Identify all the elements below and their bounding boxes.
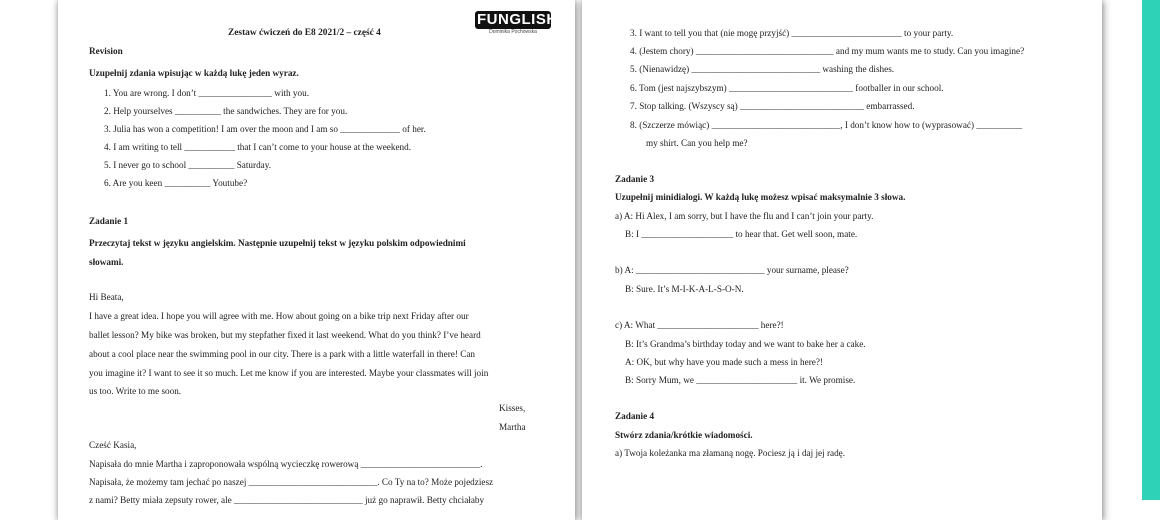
letter-line: about a cool place near the swimming pool in our city. There is a park with a little waterfall in there! Can xyxy=(89,349,476,359)
exercise-item-cont: my shirt. Can you help me? xyxy=(646,138,748,148)
task4-instruction: Stwórz zdania/krótkie wiadomości. xyxy=(615,430,753,440)
letter-closing: Kisses, xyxy=(499,403,526,413)
revision-item: 4. I am writing to tell ___________ that I can’t come to your house at the weekend. xyxy=(104,142,412,152)
task1-heading: Zadanie 1 xyxy=(89,216,129,226)
funglish-logo xyxy=(475,11,558,35)
letter-signature: Martha xyxy=(499,422,526,432)
worksheet-page-right xyxy=(582,0,1102,520)
revision-heading: Revision xyxy=(89,46,123,56)
task1-instruction: Przeczytaj tekst w języku angielskim. Następnie uzupełnij tekst w języku polskim odpowiednimi xyxy=(89,238,466,248)
dialogue-line: a) A: Hi Alex, I am sorry, but I have the flu and I can’t join your party. xyxy=(615,211,874,221)
revision-item: 3. Julia has won a competition! I am over the moon and I am so _____________ of her. xyxy=(104,124,426,134)
background-accent-stripe xyxy=(1142,0,1160,500)
revision-instruction: Uzupełnij zdania wpisując w każdą lukę jeden wyraz. xyxy=(89,68,299,78)
revision-item: 2. Help yourselves __________ the sandwiches. They are for you. xyxy=(104,106,348,116)
dialogue-line: B: Sorry Mum, we ______________________ it. We promise. xyxy=(625,375,856,385)
task4-item: a) Twoja koleżanka ma złamaną nogę. Pociesz ją i daj jej radę. xyxy=(615,448,846,458)
logo-text: FUNGLISH xyxy=(477,11,558,28)
task3-heading: Zadanie 3 xyxy=(615,174,655,184)
background-left xyxy=(0,0,18,500)
background-right-white xyxy=(1102,0,1142,500)
exercise-item: 7. Stop talking. (Wszyscy są) ___________________________ embarrassed. xyxy=(630,101,915,111)
task4-heading: Zadanie 4 xyxy=(615,411,655,421)
revision-item: 1. You are wrong. I don’t ________________ with you. xyxy=(104,88,310,98)
revision-item: 5. I never go to school __________ Saturday. xyxy=(104,160,272,170)
revision-item: 6. Are you keen __________ Youtube? xyxy=(104,178,248,188)
polish-line: Napisała, że możemy tam jechać po naszej ____________________________. Co Ty na to? Może pojedziesz xyxy=(89,477,494,487)
exercise-item: 4. (Jestem chory) ______________________________ and my mum wants me to study. Can you imagine? xyxy=(630,46,1025,56)
task3-instruction: Uzupełnij minidialogi. W każdą lukę możesz wpisać maksymalnie 3 słowa. xyxy=(615,192,906,202)
letter-greeting: Hi Beata, xyxy=(89,292,124,302)
polish-line: Napisała do mnie Martha i zaproponowała wspólną wycieczkę rowerową __________________________. xyxy=(89,459,483,469)
polish-line: z nami? Betty miała zepsuty rower, ale ____________________________ już go naprawił. Betty chciałaby xyxy=(89,495,485,505)
logo-subtext: Dominika Pochowska xyxy=(489,29,537,35)
polish-greeting: Cześć Kasia, xyxy=(89,440,137,450)
exercise-item: 8. (Szczerze mówiąc) ____________________________, I don’t know how to (wyprasować) __________ xyxy=(630,120,1023,130)
dialogue-line: B: I ____________________ to hear that. Get well soon, mate. xyxy=(625,229,858,239)
worksheet-title: Zestaw ćwiczeń do E8 2021/2 – część 4 xyxy=(228,28,381,38)
letter-line: ballet lesson? My bike was broken, but my stepfather fixed it last weekend. What do you think? I’ve heard xyxy=(89,330,481,340)
dialogue-line: B: Sure. It’s M-I-K-A-L-S-O-N. xyxy=(625,284,744,294)
dialogue-line: b) A: ____________________________ your surname, please? xyxy=(615,265,849,275)
exercise-item: 5. (Nienawidzę) ____________________________ washing the dishes. xyxy=(630,64,895,74)
task1-instruction-cont: słowami. xyxy=(89,257,124,267)
letter-line: you imagine it? I want to see it so much. Let me know if you are interested. Maybe your classmates will join xyxy=(89,368,489,378)
exercise-item: 6. Tom (jest najszybszym) ___________________________ footballer in our school. xyxy=(630,83,944,93)
dialogue-line: c) A: What ______________________ here?! xyxy=(615,320,784,330)
exercise-item: 3. I want to tell you that (nie mogę przyjść) ________________________ to your party. xyxy=(630,28,954,38)
worksheet-page-left xyxy=(58,0,575,520)
dialogue-line: B: It’s Grandma’s birthday today and we want to bake her a cake. xyxy=(625,339,866,349)
dialogue-line: A: OK, but why have you made such a mess in here?! xyxy=(625,357,823,367)
letter-line: us too. Write to me soon. xyxy=(89,386,182,396)
letter-line: I have a great idea. I hope you will agree with me. How about going on a bike trip next Friday after our xyxy=(89,311,469,321)
